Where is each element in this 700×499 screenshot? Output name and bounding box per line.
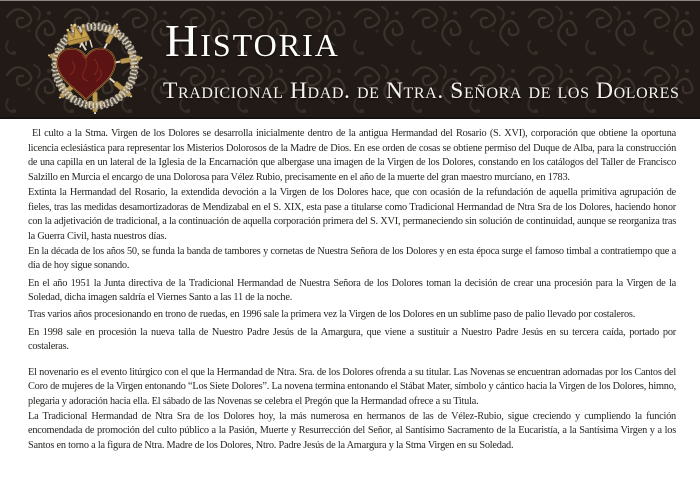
header-banner — [0, 0, 700, 119]
page-title: Historia — [165, 15, 340, 66]
sacred-heart-emblem-icon — [42, 15, 146, 115]
paragraph-origins: El culto a la Stma. Virgen de los Dolores se desarrolla inicialmente dentro de la antigua Hermandad del Rosario (S. XVI), corporación que obtiene la oportuna licencia eclesiástica para representar los Misterios Dolorosos de la Madre de Dios. En ese orden de cosas se obtiene permiso del Duque de Alba, para la construcción de una capilla en un lateral de la Iglesia de la Encarnación que albergase una imagen de la Virgen de los Dolores, constando en los catálogos del Taller de Francisco Salzillo en Murcia el encargo de una Dolorosa para Vélez Rubio, precisamente en el año de la muerte del gran maestro murciano, en 1783. — [28, 128, 676, 184]
paragraph-band-1950s: En la década de los años 50, se funda la banda de tambores y cornetas de Nuestra Señora de los Dolores y en esta época surge el famoso timbal a contratiempo que a día de hoy sigue sonando. — [28, 245, 676, 272]
header-titles — [163, 1, 693, 119]
paragraph-1996-palio: Tras varios años procesionando en trono de ruedas, en 1996 sale la primera vez la Virgen de los Dolores en un sublime paso de palio llevado por costaleros. — [28, 309, 636, 321]
paragraph-group-present — [28, 366, 676, 454]
paragraph-refoundation: Extinta la Hermandad del Rosario, la extendida devoción a la Virgen de los Dolores hace, que con ocasión de la refundación de aquella primitiva agrupación de fieles, tras las medidas desamortizadoras de Mendizabal en el S. XIX, esta pase a titularse como Tradicional Hermandad de Ntra Sra de los Dolores, haciendo honor con la adjetivación de tradicional, a la continuación de aquella corporación primera del S. XVI, permaneciendo sin solución de continuidad, aunque se reorganiza tras la Guerra Civil, hasta nuestros días. — [28, 186, 676, 242]
history-article — [0, 119, 700, 454]
paragraph-1998-amargura: En 1998 sale en procesión la nueva talla de Nuestro Padre Jesús de la Amargura, que viene a sustituir a Nuestro Padre Jesús en su tercera caída, portado por costaleras. — [28, 326, 676, 353]
page-subtitle: Tradicional Hdad. de Ntra. Señora de los Dolores — [163, 78, 680, 104]
paragraph-group-milestones — [28, 245, 676, 355]
paragraph-1951-procession: En el año 1951 la Junta directiva de la Tradicional Hermandad de Nuestra Señora de los Dolores toman la decisión de crear una procesión para la Virgen de la Soledad, dicha imagen saldría el Viernes Santo a las 11 de la noche. — [28, 277, 676, 304]
paragraph-today: La Tradicional Hermandad de Ntra Sra de los Dolores hoy, la más numerosa en hermanos de las de Vélez-Rubio, sigue creciendo y cumpliendo la función encomendada de promoción del culto público a la Pasión, Muerte y Resurrección del Señor, al Santísimo Sacramento de la Eucaristía, a la Santísima Virgen y a los Santos en torno a la figura de Ntra. Madre de los Dolores, Ntro. Padre Jesús de la Amargura y la Stma Virgen en su Soledad. — [28, 410, 676, 452]
paragraph-novenario: El novenario es el evento litúrgico con el que la Hermandad de Ntra. Sra. de los Dolores ofrenda a su titular. Las Novenas se encuentran adornadas por los Cantos del Coro de mujeres de la Virgen entonando “Los Siete Dolores”. La novena termina entonando el Stábat Mater, símbolo y cántico hacia la Virgen de los Dolores, himno, plegaria y adoración hacia ella. El sábado de las Novenas se celebra el Pregón que la Hermandad ofrece a su Titula. — [28, 366, 676, 407]
